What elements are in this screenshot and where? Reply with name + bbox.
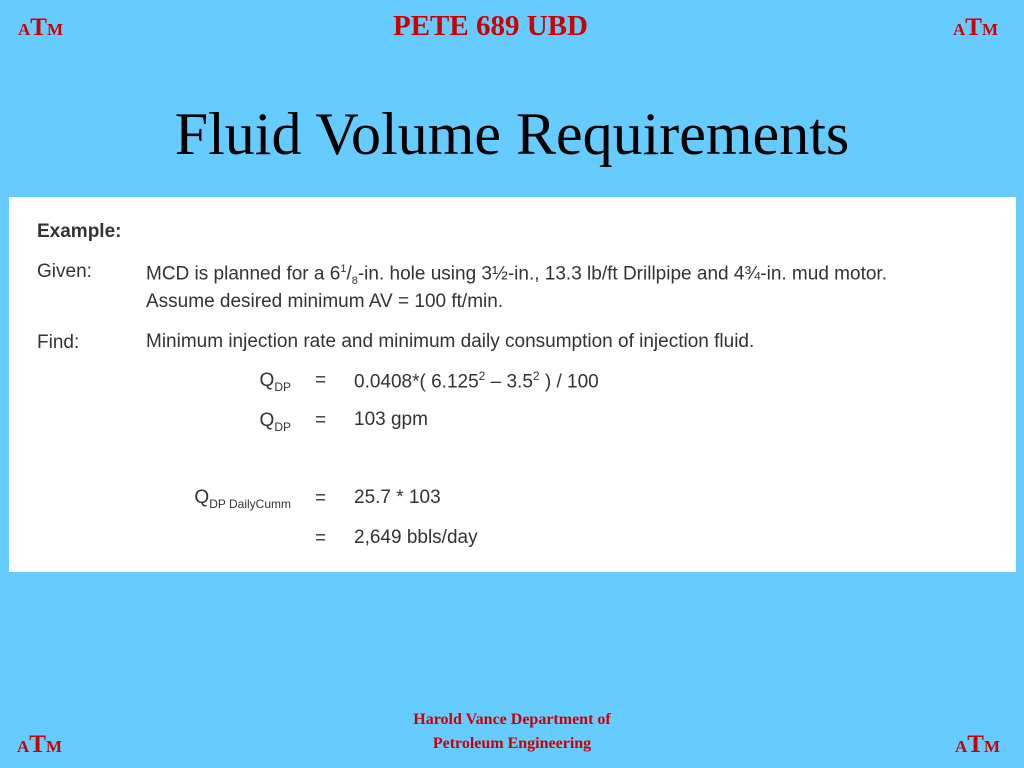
- example-panel: [9, 197, 1016, 572]
- given-text-line2: Assume desired minimum AV = 100 ft/min.: [146, 291, 504, 312]
- equation-3-rhs: 25.7 * 103: [354, 487, 441, 508]
- equation-2-lhs: $Q_{DP}$: [259, 410, 291, 434]
- slide-title: Fluid Volume Requirements: [174, 101, 850, 167]
- equation-3-equals: =: [315, 488, 327, 509]
- find-label: Find:: [37, 332, 80, 353]
- equation-4-rhs: 2,649 bbls/day: [354, 527, 478, 548]
- footer-line-1: Harold Vance Department of: [413, 711, 611, 728]
- atm-logo-bottom-right: ATM: [955, 731, 1001, 758]
- atm-logo-top-left: ATM: [18, 14, 64, 41]
- given-text-line1: MCD is planned for a $6^1/_8-in$. hole using 3½-in., 13.3 lb/ft Drillpipe and 4¾-in. mud motor.: [146, 263, 887, 288]
- equation-1-equals: =: [315, 370, 327, 391]
- atm-logo-bottom-left: ATM: [17, 731, 63, 758]
- equation-3-lhs: $Q_{DP DailyCumm}$: [194, 487, 291, 511]
- equation-4-equals: =: [315, 528, 327, 549]
- equation-2-equals: =: [315, 410, 327, 431]
- equation-2-rhs: 103 gpm: [354, 409, 428, 430]
- given-label: Given:: [37, 261, 92, 282]
- atm-logo-top-right: ATM: [953, 14, 999, 41]
- footer-line-2: Petroleum Engineering: [432, 735, 592, 752]
- example-heading: Example:: [37, 221, 122, 242]
- equation-1-lhs: $Q_{DP}$: [259, 370, 291, 394]
- course-title: PETE 689 UBD: [393, 10, 588, 42]
- equation-1-rhs: 0.0408*( $6.125^2 - 3.5^2$ ) / 100: [354, 369, 599, 393]
- footer-department: [0, 708, 1024, 756]
- find-text: Minimum injection rate and minimum daily consumption of injection fluid.: [146, 331, 755, 352]
